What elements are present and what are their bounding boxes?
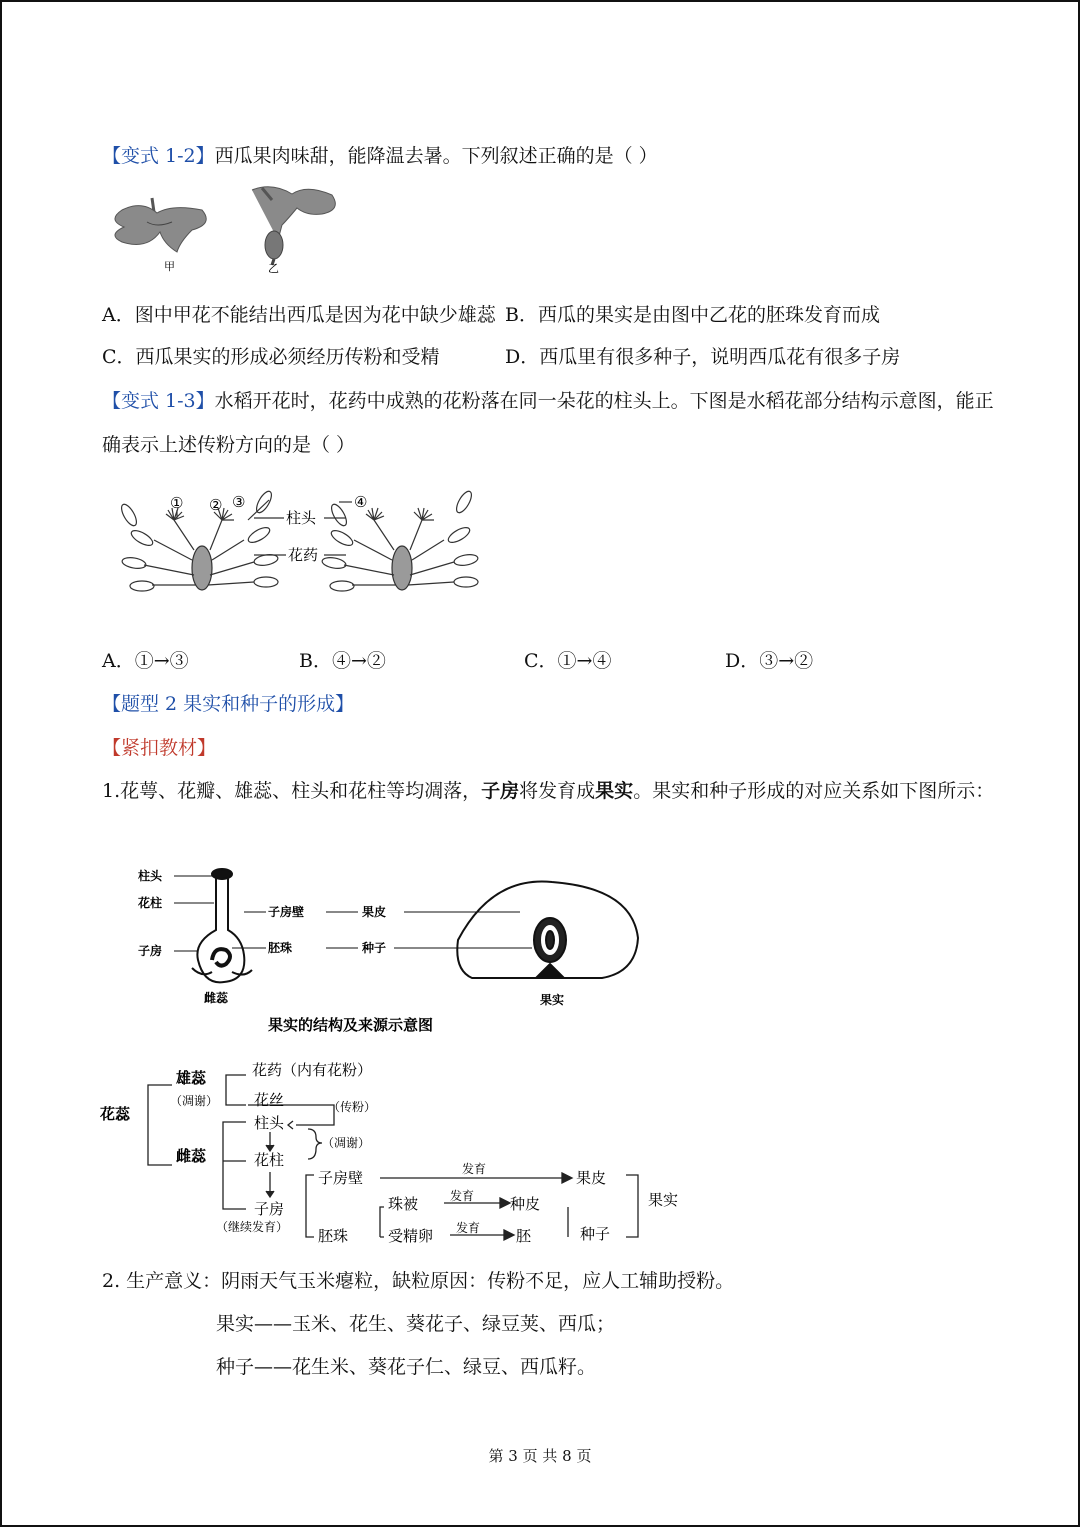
fig2-style: 花柱 (254, 1151, 285, 1169)
section-subtitle: 【紧扣教材】 (102, 737, 217, 759)
page-footer: 第 3 页 共 8 页 (488, 1447, 592, 1465)
question-tag: 【变式 1-3】 (102, 390, 215, 412)
fig1-pistil: 雌蕊 (204, 991, 229, 1005)
fig2-wither2: （凋谢） (322, 1136, 371, 1150)
question-1-3-stem (102, 386, 994, 413)
fig2-seed-coat: 种皮 (510, 1195, 541, 1213)
fig2-ovule: 胚珠 (318, 1227, 349, 1245)
option-c: C．西瓜果实的形成必须经历传粉和受精 (102, 346, 440, 368)
fig2-ovary-wall: 子房壁 (318, 1169, 364, 1187)
option-a: A．图中甲花不能结出西瓜是因为花中缺少雄蕊 (102, 304, 496, 326)
option-b: B．④→② (299, 650, 386, 672)
fig2-stigma: 柱头 (254, 1114, 285, 1132)
fig2-develop2: 发育 (450, 1189, 475, 1203)
fruit-structure-figure (132, 860, 652, 1040)
fig2-pollinate: （传粉） (328, 1100, 377, 1114)
paragraph-2: 2. 生产意义：阴雨天气玉米瘪粒，缺粒原因：传粉不足，应人工辅助授粉。 (102, 1270, 735, 1292)
fig1-ovule: 胚珠 (268, 941, 293, 955)
fig1-fruit: 果实 (540, 993, 565, 1007)
stigma-label: 柱头 (286, 509, 317, 527)
fig2-develop3: 发育 (456, 1221, 481, 1235)
flower-yi-label: 乙 (268, 262, 279, 275)
section-title: 【题型 2 果实和种子的形成】 (102, 693, 355, 715)
fig1-caption: 果实的结构及来源示意图 (268, 1016, 434, 1034)
question-1-3-stem-cont: 确表示上述传粉方向的是（ ） (102, 434, 356, 456)
p1-text: 将发育成 (519, 780, 596, 802)
fig2-flower: 花蕊 (100, 1105, 131, 1123)
fig2-pistil: 雌蕊 (176, 1147, 207, 1165)
option-a: A．①→③ (102, 650, 189, 672)
question-1-2-stem (102, 141, 658, 168)
flower-jia-label: 甲 (164, 260, 175, 273)
flower-yi-image (252, 187, 335, 265)
fig2-develop1: 发育 (462, 1162, 487, 1176)
fig1-style: 花柱 (138, 896, 163, 910)
fig2-filament: 花丝 (254, 1091, 285, 1109)
fig1-stigma: 柱头 (138, 869, 163, 883)
question-tag: 【变式 1-2】 (102, 145, 215, 167)
label-3: ③ (232, 493, 246, 511)
paragraph-2-seeds: 种子——花生米、葵花子仁、绿豆、西瓜籽。 (216, 1356, 597, 1378)
fig1-ovary: 子房 (138, 944, 163, 958)
fig2-integument: 珠被 (388, 1195, 419, 1213)
flower-jia-image (115, 198, 206, 252)
fig2-pericarp: 果皮 (576, 1169, 607, 1187)
p1-text: 。果实和种子形成的对应关系如下图所示： (633, 780, 995, 802)
question-text: 水稻开花时，花药中成熟的花粉落在同一朵花的柱头上。下图是水稻花部分结构示意图，能正 (214, 390, 994, 412)
label-4: ④ (354, 493, 368, 511)
fig2-zygote: 受精卵 (388, 1227, 434, 1245)
p1-bold-ovary: 子房 (481, 780, 520, 802)
fig1-seed: 种子 (362, 941, 387, 955)
option-d: D．西瓜里有很多种子，说明西瓜花有很多子房 (505, 346, 901, 368)
anther-label: 花药 (288, 546, 319, 564)
fig2-wither1: （凋谢） (170, 1094, 219, 1108)
option-c: C．①→④ (524, 650, 612, 672)
fig2-continue: （继续发育） (216, 1220, 289, 1234)
label-1: ① (170, 494, 184, 512)
fig2-embryo: 胚 (516, 1227, 532, 1245)
option-b: B．西瓜的果实是由图中乙花的胚珠发育而成 (505, 304, 880, 326)
question-text: 西瓜果肉味甜，能降温去暑。下列叙述正确的是（ ） (214, 145, 658, 167)
fig2-ovary: 子房 (254, 1200, 285, 1218)
paragraph-1 (102, 776, 994, 803)
fruit-seed-flowchart (98, 1057, 698, 1252)
fig2-seed: 种子 (580, 1225, 611, 1243)
option-d: D．③→② (725, 650, 814, 672)
fig2-stamen: 雄蕊 (176, 1069, 207, 1087)
p1-bold-fruit: 果实 (595, 780, 634, 802)
label-2: ② (209, 496, 223, 514)
fig2-anther: 花药（内有花粉） (252, 1061, 373, 1079)
fig2-fruit: 果实 (648, 1191, 679, 1209)
fig1-pericarp: 果皮 (362, 905, 387, 919)
paragraph-2-fruits: 果实——玉米、花生、葵花子、绿豆荚、西瓜； (216, 1313, 616, 1335)
fig1-ovary-wall: 子房壁 (268, 905, 305, 919)
p1-text: 1.花萼、花瓣、雄蕊、柱头和花柱等均凋落， (102, 780, 482, 802)
watermelon-flowers-figure (102, 180, 362, 275)
rice-flower-figure (114, 490, 494, 595)
